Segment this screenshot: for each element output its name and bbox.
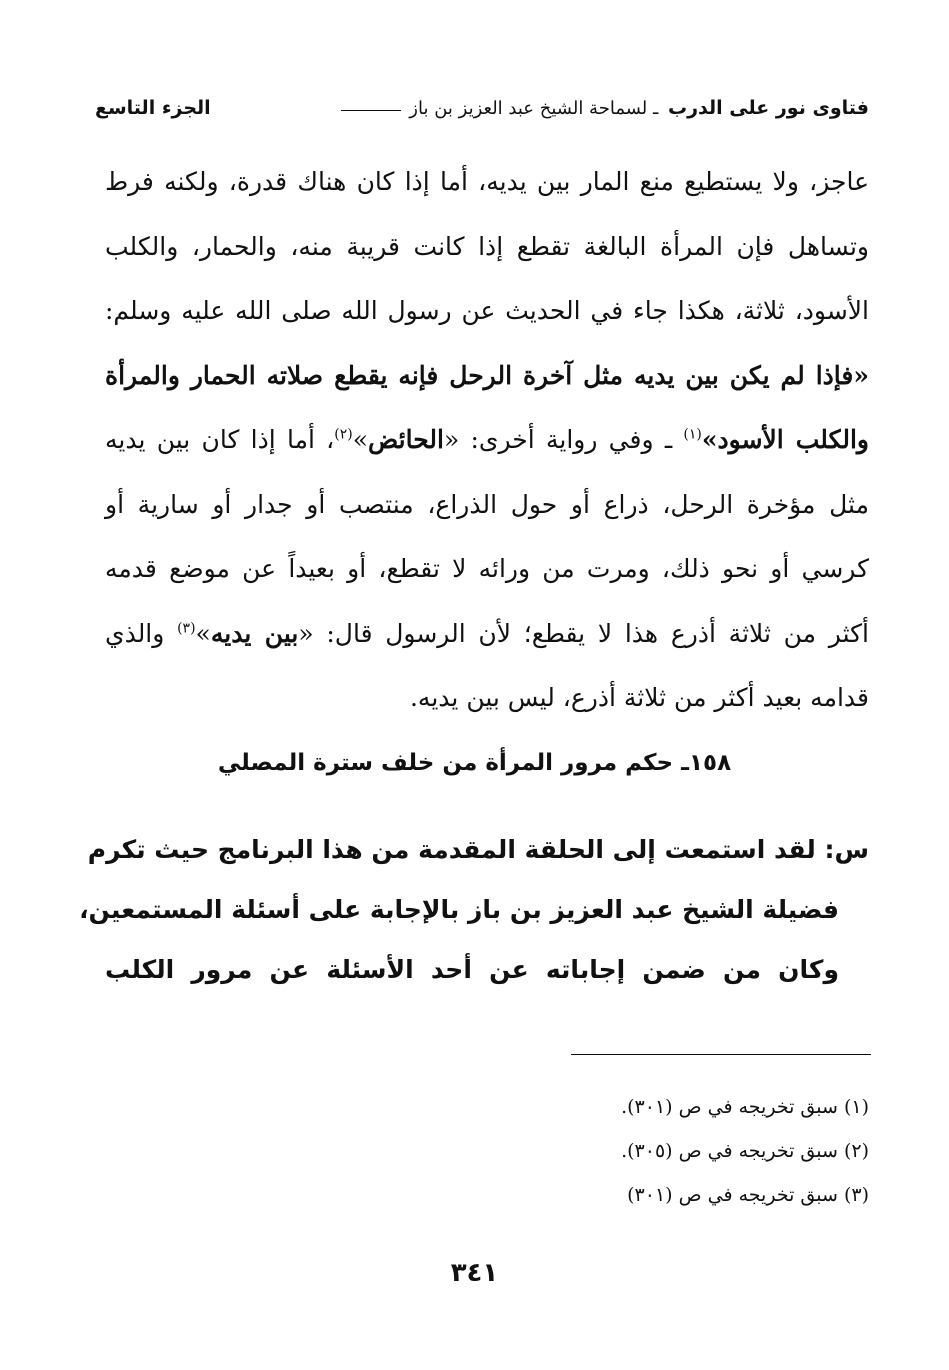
quote-close: » [195,618,211,648]
body-line: قدامه بعيد أكثر من ثلاثة أذرع، ليس بين يديه. [409,683,869,712]
footnote: (٢) سبق تخريجه في ص (٣٠٥). [621,1140,869,1162]
quote-close: » [352,425,369,454]
footnote: (١) سبق تخريجه في ص (٣٠١). [621,1096,869,1118]
footnote: (٣) سبق تخريجه في ص (٣٠١) [627,1184,869,1206]
narration-intro: ـ وفي رواية أخرى: « [443,425,684,454]
body-line: مثل مؤخرة الرحل، ذراع أو حول الذراع، منتصب أو جدار أو سارية أو [105,489,869,519]
volume-label: الجزء التاسع [95,97,211,119]
body-line: الأسود، ثلاثة، هكذا جاء في الحديث عن رسول الله صلى الله عليه وسلم: [105,296,869,325]
footnote-ref: (٢) [334,426,353,443]
section-heading: ١٥٨ـ حكم مرور المرأة من خلف سترة المصلي [217,750,732,776]
footnotes [400,1085,869,1217]
body-line-with-footnote [105,602,869,667]
narration-word: الحائض [368,425,444,454]
body-continuation: ، أما إذا كان بين يديه [105,425,335,454]
footnote-ref: (٣) [177,620,196,637]
body-segment: والذي [105,618,178,648]
question-line: س: لقد استمعت إلى الحلقة المقدمة من هذا البرنامج حيث تكرم [87,835,869,864]
hadith-line: «فإذا لم يكن بين يديه مثل آخرة الرحل فإنه يقطع صلاته الحمار والمرأة [105,360,869,390]
running-header [95,88,869,128]
author-name: لسماحة الشيخ عبد العزيز بن باز [409,97,648,119]
body-segment: أكثر من ثلاثة أذرع هذا لا يقطع؛ لأن الرسول قال: « [298,618,869,648]
footnote-ref: (١) [683,426,702,443]
hadith-end: والكلب الأسود» [701,425,870,454]
body-paragraph [105,150,869,731]
book-title: فتاوى نور على الدرب [668,97,869,119]
header-author: ـ لسماحة الشيخ عبد العزيز بن باز [409,97,664,119]
quoted-phrase: بين يديه [210,618,299,648]
body-line: كرسي أو نحو ذلك، ومرت من ورائه لا تقطع، أو بعيداً عن موضع قدمه [105,554,869,583]
header-title-group [333,97,869,119]
page-number: ٣٤١ [450,1258,499,1288]
body-line: وتساهل فإن المرأة البالغة تقطع إذا كانت قريبة منه، والحمار، والكلب [105,231,869,261]
question-line: فضيلة الشيخ عبد العزيز بن باز بالإجابة على أسئلة المستمعين، [79,895,839,924]
body-line-with-footnotes [105,408,869,473]
footnote-separator [571,1054,871,1055]
question-line: وكان من ضمن إجاباته عن أحد الأسئلة عن مرور الكلب [105,955,839,984]
question-block [79,820,869,1000]
body-line: عاجز، ولا يستطيع منع المار بين يديه، أما إذا كان هناك قدرة، ولكنه فرط [105,167,869,196]
header-rule [341,110,401,111]
